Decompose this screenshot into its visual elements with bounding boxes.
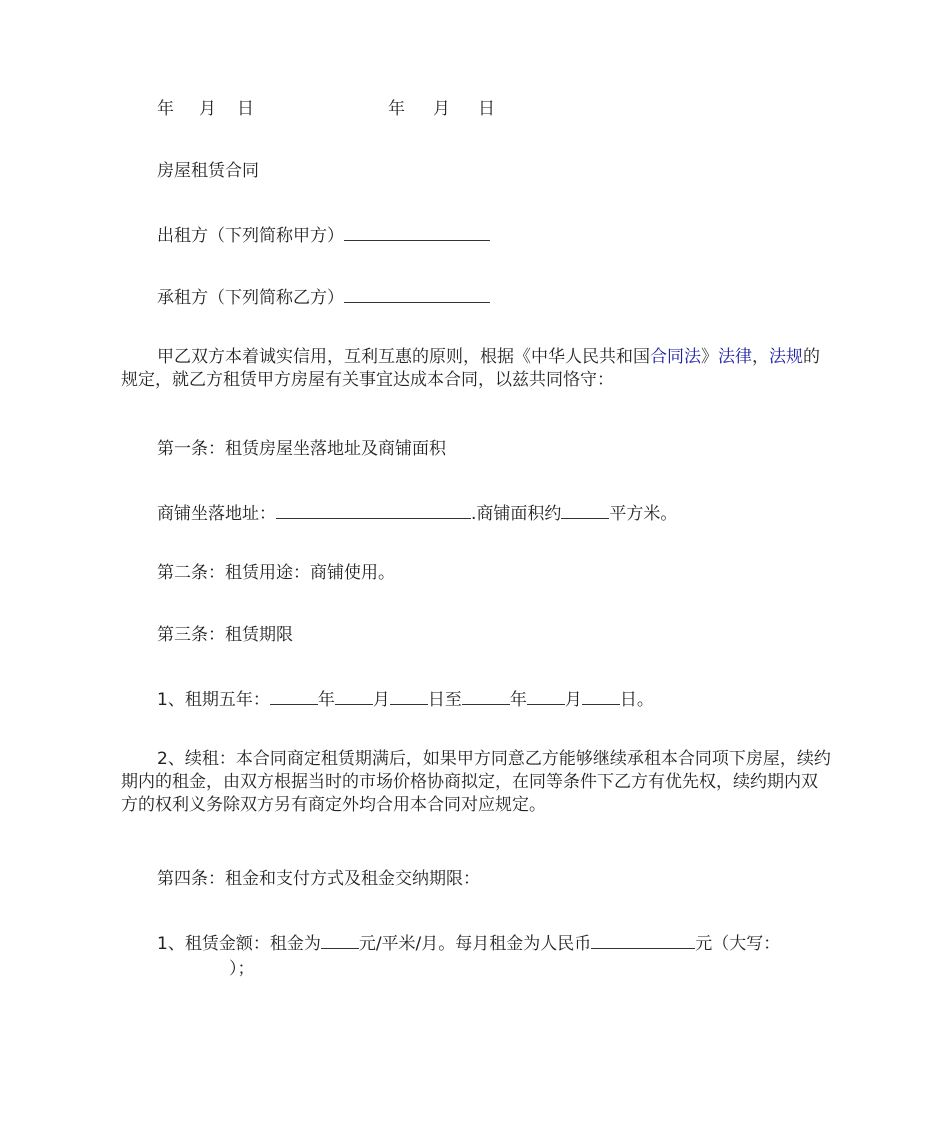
address-blank[interactable] bbox=[276, 500, 471, 519]
end-year-blank[interactable] bbox=[462, 686, 510, 705]
lessee-blank[interactable] bbox=[344, 284, 490, 303]
end-day-blank[interactable] bbox=[582, 686, 620, 705]
lessee-line bbox=[121, 284, 877, 310]
date-month-2: 月 bbox=[433, 99, 450, 119]
area-label: .商铺面积约 bbox=[471, 504, 562, 524]
area-blank[interactable] bbox=[561, 500, 609, 519]
end-day-text: 日。 bbox=[619, 690, 654, 710]
start-year-blank[interactable] bbox=[270, 686, 318, 705]
date-year: 年 bbox=[157, 99, 174, 119]
contract-title: 房屋租赁合同 bbox=[157, 161, 259, 181]
preamble-text-1: 甲乙双方本着诚实信用，互利互惠的原则，根据《中华人民共和国 bbox=[157, 347, 650, 367]
term-line bbox=[121, 686, 877, 712]
preamble-text-3: ， bbox=[752, 347, 769, 367]
end-month-text: 月 bbox=[564, 690, 582, 710]
rent-label: 1、租赁金额：租金为 bbox=[157, 934, 321, 954]
regulation-link[interactable]: 法规 bbox=[769, 347, 803, 367]
end-year-text: 年 bbox=[509, 690, 527, 710]
term-label: 1、租期五年： bbox=[157, 690, 270, 710]
article-4-title: 第四条：租金和支付方式及租金交纳期限： bbox=[157, 869, 480, 889]
end-month-blank[interactable] bbox=[527, 686, 565, 705]
start-year-text: 年 bbox=[317, 690, 335, 710]
date-year-2: 年 bbox=[388, 99, 405, 119]
preamble-text-2: 》 bbox=[701, 347, 718, 367]
date-day-2: 日 bbox=[478, 99, 495, 119]
rent-per-sqm-blank[interactable] bbox=[321, 930, 359, 949]
date-month: 月 bbox=[199, 99, 216, 119]
article-3-title: 第三条：租赁期限 bbox=[157, 625, 293, 645]
rent-uppercase-label: 元（大写： bbox=[695, 934, 781, 954]
address-line bbox=[121, 500, 877, 526]
address-label: 商铺坐落地址： bbox=[157, 504, 276, 524]
lessor-blank[interactable] bbox=[344, 222, 490, 241]
article-1-title: 第一条：租赁房屋坐落地址及商铺面积 bbox=[157, 439, 446, 459]
law-link[interactable]: 法律 bbox=[718, 347, 752, 367]
rent-unit-text: 元/平米/月。每月租金为人民币 bbox=[358, 934, 592, 954]
lessor-label: 出租方（下列简称甲方） bbox=[157, 226, 344, 246]
area-unit: 平方米。 bbox=[609, 504, 678, 524]
article-2: 第二条：租赁用途：商铺使用。 bbox=[157, 563, 395, 583]
contract-law-link[interactable]: 合同法 bbox=[650, 347, 701, 367]
rent-line bbox=[121, 930, 877, 956]
start-month-blank[interactable] bbox=[335, 686, 373, 705]
lessee-label: 承租方（下列简称乙方） bbox=[157, 288, 344, 308]
renewal-paragraph: 2、续租：本合同商定租赁期满后，如果甲方同意乙方能够继续承租本合同项下房屋，续约期内的租金，由双方根据当时的市场价格协商拟定，在同等条件下乙方有优先权，续约期内双方的权利义务除双方另有商定外均合用本合同对应规定。 bbox=[121, 749, 831, 815]
start-month-text: 月 bbox=[372, 690, 390, 710]
date-day: 日 bbox=[237, 99, 254, 119]
start-day-blank[interactable] bbox=[390, 686, 428, 705]
rent-line-close: ）； bbox=[229, 959, 255, 979]
start-day-text: 日至 bbox=[427, 690, 462, 710]
preamble-text-4: 的规定，就乙方租赁甲方房屋有关事宜达成本合同，以兹共同恪守： bbox=[121, 347, 820, 390]
monthly-rent-blank[interactable] bbox=[591, 930, 695, 949]
preamble-paragraph bbox=[121, 346, 833, 392]
lessor-line bbox=[121, 222, 877, 248]
